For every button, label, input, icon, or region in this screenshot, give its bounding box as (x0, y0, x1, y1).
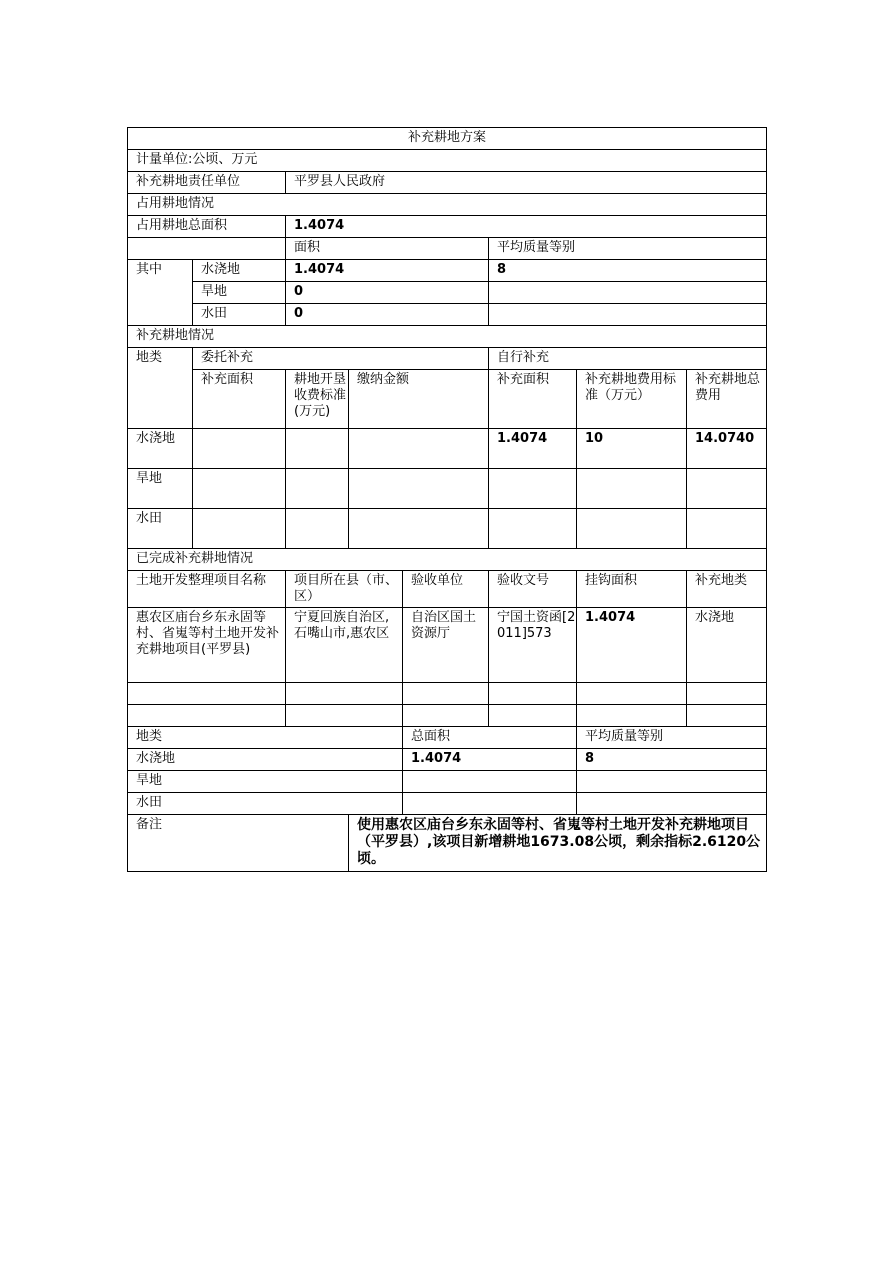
responsible-label: 补充耕地责任单位 (128, 172, 286, 194)
supplement-self-label: 自行补充 (489, 348, 767, 370)
supplement-cell (489, 469, 577, 509)
completed-land-type: 水浇地 (687, 608, 767, 683)
occupied-row-type: 水浇地 (193, 260, 286, 282)
completed-linked-area: 1.4074 (577, 608, 687, 683)
supplement-cell: 1.4074 (489, 429, 577, 469)
completed-cell (403, 705, 489, 727)
summary-row-total (403, 771, 577, 793)
supplement-heading: 补充耕地情况 (128, 326, 767, 348)
supplement-cell (349, 469, 489, 509)
completed-cell (286, 683, 403, 705)
supplement-cell: 10 (577, 429, 687, 469)
completed-header: 补充地类 (687, 571, 767, 608)
completed-cell (577, 683, 687, 705)
completed-document-no: 宁国土资函[2011]573 (489, 608, 577, 683)
occupied-col-quality: 平均质量等别 (489, 238, 767, 260)
unit-label: 计量单位:公顷、万元 (128, 150, 767, 172)
summary-col-total: 总面积 (403, 727, 577, 749)
document-title: 补充耕地方案 (128, 128, 767, 150)
occupied-row-quality (489, 304, 767, 326)
summary-row-quality: 8 (577, 749, 767, 771)
summary-row-type: 旱地 (128, 771, 403, 793)
completed-acceptance-unit: 自治区国土资源厅 (403, 608, 489, 683)
occupied-row-quality: 8 (489, 260, 767, 282)
completed-cell (687, 705, 767, 727)
supplement-cell (687, 509, 767, 549)
completed-heading: 已完成补充耕地情况 (128, 549, 767, 571)
responsible-value: 平罗县人民政府 (286, 172, 767, 194)
occupied-row-area: 0 (286, 282, 489, 304)
occupied-total-label: 占用耕地总面积 (128, 216, 286, 238)
completed-project-name: 惠农区庙台乡东永固等村、省嵬等村土地开发补充耕地项目(平罗县) (128, 608, 286, 683)
supplement-row-type: 水浇地 (128, 429, 193, 469)
supplement-row-type: 旱地 (128, 469, 193, 509)
supplement-cell (193, 469, 286, 509)
completed-header: 项目所在县（市、区） (286, 571, 403, 608)
land-supplement-plan-table (127, 127, 767, 872)
supplement-cell (193, 429, 286, 469)
summary-row-type: 水田 (128, 793, 403, 815)
completed-cell (286, 705, 403, 727)
occupied-row-type: 水田 (193, 304, 286, 326)
summary-col-type: 地类 (128, 727, 403, 749)
supplement-header: 缴纳金额 (349, 370, 489, 429)
supplement-land-type-label: 地类 (128, 348, 193, 429)
supplement-cell: 14.0740 (687, 429, 767, 469)
summary-row-total: 1.4074 (403, 749, 577, 771)
among-label: 其中 (128, 260, 193, 326)
occupied-row-area: 1.4074 (286, 260, 489, 282)
occupied-col-area: 面积 (286, 238, 489, 260)
supplement-cell (687, 469, 767, 509)
completed-county: 宁夏回族自治区,石嘴山市,惠农区 (286, 608, 403, 683)
occupied-row-quality (489, 282, 767, 304)
supplement-header: 补充耕地总费用 (687, 370, 767, 429)
occupied-total-value: 1.4074 (286, 216, 767, 238)
completed-header: 验收文号 (489, 571, 577, 608)
completed-cell (489, 683, 577, 705)
completed-header: 验收单位 (403, 571, 489, 608)
summary-col-quality: 平均质量等别 (577, 727, 767, 749)
supplement-row-type: 水田 (128, 509, 193, 549)
supplement-cell (577, 509, 687, 549)
supplement-header: 补充面积 (489, 370, 577, 429)
completed-cell (403, 683, 489, 705)
supplement-cell (286, 469, 349, 509)
supplement-cell (489, 509, 577, 549)
supplement-cell (577, 469, 687, 509)
supplement-cell (349, 429, 489, 469)
remarks-label: 备注 (128, 815, 349, 872)
supplement-cell (193, 509, 286, 549)
completed-cell (489, 705, 577, 727)
supplement-header: 补充面积 (193, 370, 286, 429)
completed-cell (687, 683, 767, 705)
supplement-entrusted-label: 委托补充 (193, 348, 489, 370)
completed-cell (128, 705, 286, 727)
completed-header: 土地开发整理项目名称 (128, 571, 286, 608)
summary-row-type: 水浇地 (128, 749, 403, 771)
completed-cell (577, 705, 687, 727)
summary-row-total (403, 793, 577, 815)
completed-header: 挂钩面积 (577, 571, 687, 608)
supplement-cell (286, 429, 349, 469)
supplement-header: 耕地开垦收费标准(万元) (286, 370, 349, 429)
occupied-row-type: 旱地 (193, 282, 286, 304)
summary-row-quality (577, 771, 767, 793)
blank-cell (128, 238, 286, 260)
remarks-text: 使用惠农区庙台乡东永固等村、省嵬等村土地开发补充耕地项目（平罗县）,该项目新增耕地1673.08公顷，剩余指标2.6120公顷。 (349, 815, 767, 872)
supplement-cell (349, 509, 489, 549)
summary-row-quality (577, 793, 767, 815)
occupied-heading: 占用耕地情况 (128, 194, 767, 216)
supplement-cell (286, 509, 349, 549)
supplement-header: 补充耕地费用标准（万元） (577, 370, 687, 429)
occupied-row-area: 0 (286, 304, 489, 326)
completed-cell (128, 683, 286, 705)
